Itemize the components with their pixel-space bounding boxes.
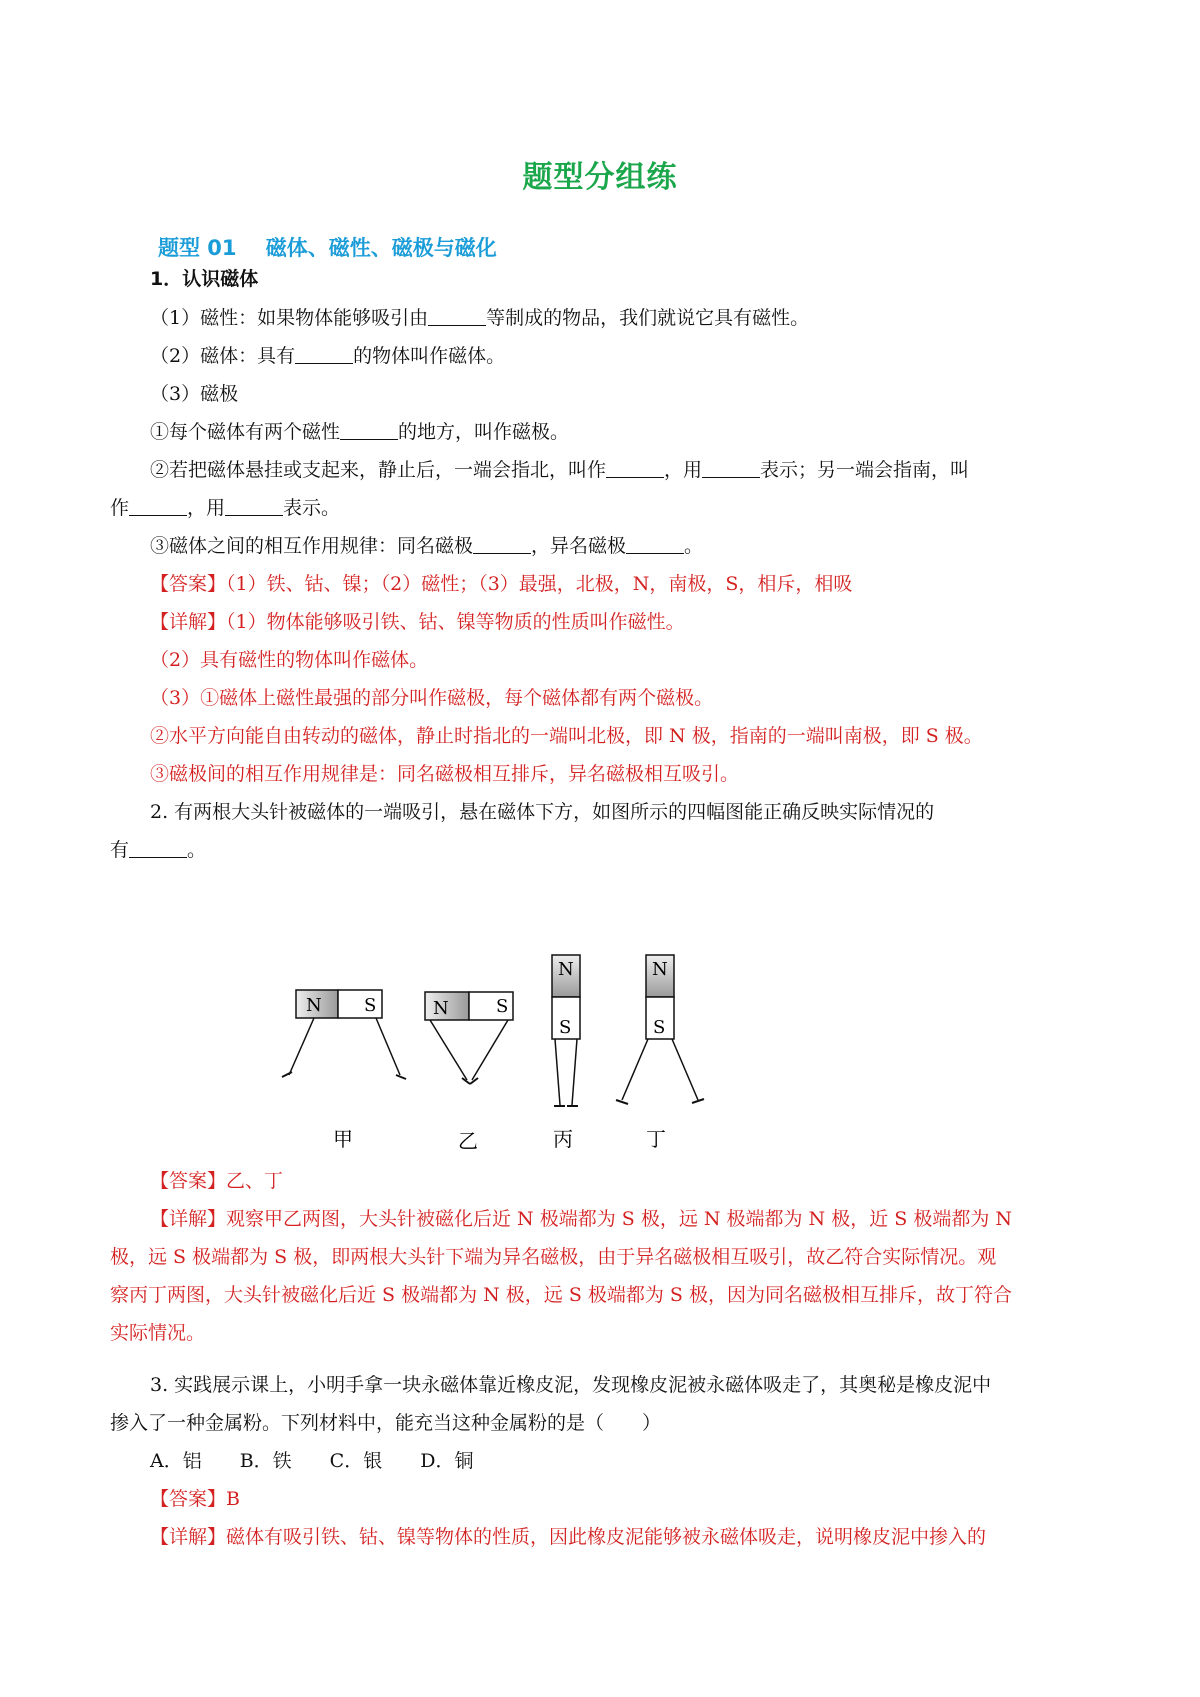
q3-detail	[150, 1524, 986, 1550]
text: 。	[684, 535, 704, 557]
n-label: N	[306, 995, 322, 1016]
pin-head	[396, 1075, 406, 1079]
pin	[622, 1039, 648, 1100]
q2-stem: 2. 有两根大头针被磁体的一端吸引，悬在磁体下方，如图所示的四幅图能正确反映实际情况的	[150, 801, 935, 823]
pin	[572, 1039, 577, 1105]
q1-detail-3: （3）①磁体上磁性最强的部分叫作磁极，每个磁体都有两个磁极。	[150, 687, 714, 709]
q3-answer	[150, 1486, 240, 1512]
pin	[289, 1018, 314, 1075]
q2-detail	[150, 1206, 1012, 1232]
text: ③磁体之间的相互作用规律：同名磁极	[150, 535, 474, 557]
q1-detail-2: （2）具有磁性的物体叫作磁体。	[150, 649, 429, 671]
text: 的物体叫作磁体。	[353, 345, 506, 367]
figure-jia	[282, 990, 406, 1079]
pin	[472, 1020, 508, 1080]
figure-label-ding: 丁	[646, 1127, 666, 1151]
q3-stem: 3. 实践展示课上，小明手拿一块永磁体靠近橡皮泥，发现橡皮泥被永磁体吸走了，其奥秘是橡皮泥中	[150, 1374, 992, 1396]
page-title: 题型分组练	[522, 160, 678, 195]
q2-detail-2: 极，远 S 极端都为 S 极，即两根大头针下端为异名磁极，由于异名磁极相互吸引，故乙符合实际情况。观	[110, 1246, 997, 1268]
text: 等制成的物品，我们就说它具有磁性。	[486, 307, 810, 329]
detail-tag: 【详解】	[150, 611, 227, 633]
text: 有	[110, 839, 130, 861]
text: 的地方，叫作磁极。	[398, 421, 570, 443]
pin-head	[282, 1072, 292, 1077]
figure-label-bing: 丙	[553, 1127, 573, 1151]
text: 表示。	[283, 497, 341, 519]
pin	[555, 1039, 560, 1105]
figure-yi	[425, 992, 513, 1084]
s-label: S	[364, 995, 377, 1016]
text: ①每个磁体有两个磁性	[150, 421, 341, 443]
pin-head	[616, 1100, 628, 1104]
pin	[672, 1039, 698, 1100]
text: ，异名磁极	[531, 535, 627, 557]
section-number: 题型 01	[158, 236, 237, 260]
answer-tag: 【答案】	[150, 573, 227, 595]
figure-label-yi: 乙	[458, 1129, 478, 1153]
pin-head	[470, 1078, 478, 1084]
q1-heading: 1．认识磁体	[150, 268, 259, 290]
section-name: 磁体、磁性、磁极与磁化	[265, 236, 497, 260]
text: 。	[187, 839, 207, 861]
answer-text: B	[226, 1488, 240, 1510]
text: （2）磁体：具有	[150, 345, 296, 367]
text: ②若把磁体悬挂或支起来，静止后，一端会指北，叫作	[150, 459, 607, 481]
s-label: S	[653, 1017, 666, 1038]
figure-ding	[616, 955, 704, 1104]
detail-tag: 【详解】	[150, 1208, 227, 1230]
q2-answer	[150, 1168, 283, 1194]
figure-bing	[552, 955, 580, 1106]
n-label: N	[652, 959, 668, 980]
answer-text: （1）铁、钴、镍；（2）磁性；（3）最强，北极，N，南极，S，相斥，相吸	[226, 573, 853, 595]
q1-detail-4: ②水平方向能自由转动的磁体，静止时指北的一端叫北极，即 N 极，指南的一端叫南极，即 S 极。	[150, 725, 983, 747]
detail-tag: 【详解】	[150, 1526, 227, 1548]
n-label: N	[433, 998, 449, 1019]
q1-detail-5: ③磁极间的相互作用规律是：同名磁极相互排斥，异名磁极相互吸引。	[150, 763, 740, 785]
q2-detail-3: 察丙丁两图，大头针被磁化后近 S 极端都为 N 极，远 S 极端都为 S 极，因为同名磁极相互排斥，故丁符合	[110, 1284, 1012, 1306]
q2-detail-4: 实际情况。	[110, 1322, 206, 1344]
s-label: S	[496, 996, 509, 1017]
pin	[430, 1020, 467, 1080]
q3-options: A．铝 B．铁 C．银 D．铜	[150, 1450, 474, 1472]
n-label: N	[558, 959, 574, 980]
pin	[376, 1018, 400, 1075]
detail-text: （1）物体能够吸引铁、钴、镍等物质的性质叫作磁性。	[226, 611, 685, 633]
text: （1）磁性：如果物体能够吸引由	[150, 307, 429, 329]
text: 作	[110, 497, 130, 519]
text: ，用	[187, 497, 226, 519]
answer-text: 乙、丁	[226, 1170, 284, 1192]
figure-label-jia: 甲	[333, 1127, 353, 1151]
answer-tag: 【答案】	[150, 1170, 227, 1192]
detail-text: 观察甲乙两图，大头针被磁化后近 N 极端都为 S 极，远 N 极端都为 N 极，近 S 极端都为 N	[226, 1208, 1012, 1230]
text: 表示；另一端会指南，叫	[760, 459, 970, 481]
q1-line-poles: （3）磁极	[150, 383, 239, 405]
s-label: S	[559, 1017, 572, 1038]
answer-tag: 【答案】	[150, 1488, 227, 1510]
text: ，用	[664, 459, 703, 481]
q3-stem-2: 掺入了一种金属粉。下列材料中，能充当这种金属粉的是（ ）	[110, 1412, 662, 1434]
detail-text: 磁体有吸引铁、钴、镍等物体的性质，因此橡皮泥能够被永磁体吸走，说明橡皮泥中掺入的	[226, 1526, 987, 1548]
